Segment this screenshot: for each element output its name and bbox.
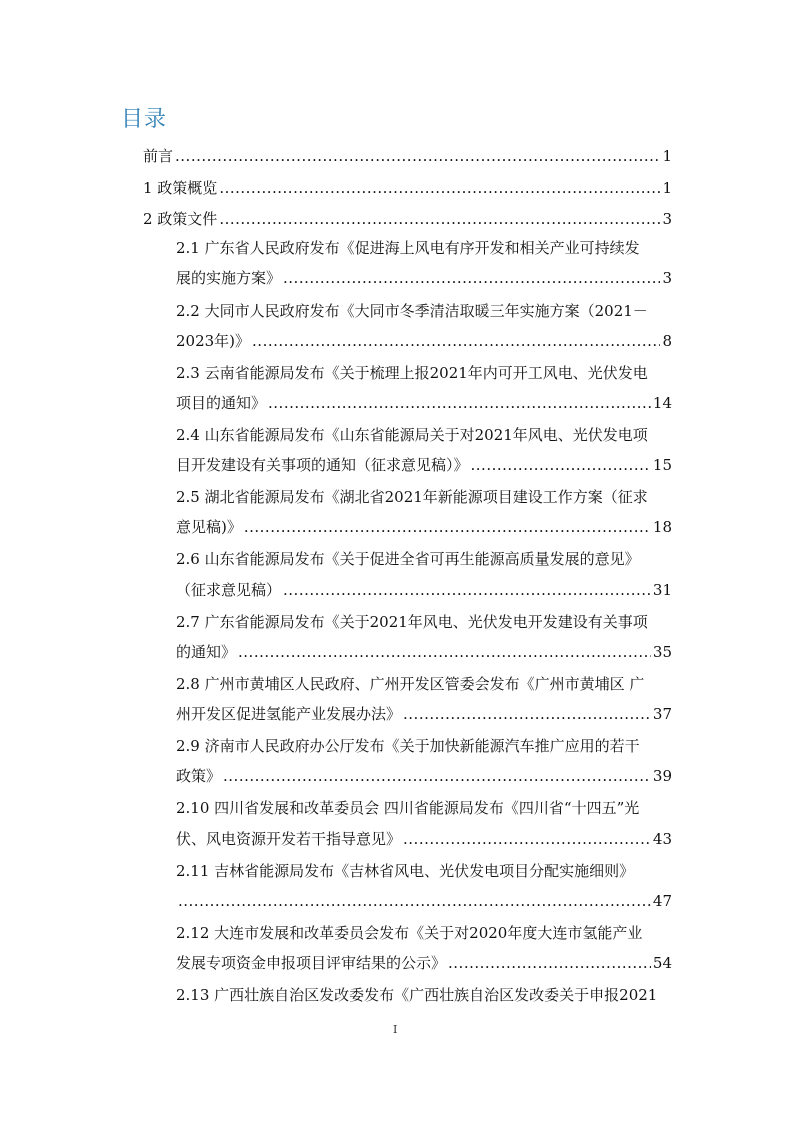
toc-entry-title: 目开发建设有关事项的通知（征求意见稿）》 (176, 456, 469, 474)
toc-entry-title: 发展专项资金申报项目评审结果的公示》 (176, 954, 447, 972)
toc-entry-2-1[interactable] (176, 268, 672, 288)
toc-title: 目录 (121, 107, 168, 132)
toc-entry-policy-overview[interactable] (143, 178, 672, 198)
toc-entry-2-2-line1[interactable]: 2.2 大同市人民政府发布《大同市冬季清洁取暖三年实施方案（2021－ (176, 302, 648, 320)
toc-entry-2-5-line1[interactable]: 2.5 湖北省能源局发布《湖北省2021年新能源项目建设工作方案（征求 (176, 488, 648, 506)
toc-entry-title: 州开发区促进氢能产业发展办法》 (176, 705, 402, 723)
toc-entry-page: 37 (652, 705, 672, 723)
toc-entry-title: 1 政策概览 (143, 179, 218, 197)
toc-entry-page: 18 (652, 518, 672, 536)
toc-entry-2-4-line1[interactable]: 2.4 山东省能源局发布《山东省能源局关于对2021年风电、光伏发电项 (176, 426, 648, 444)
dot-leader (403, 829, 651, 849)
toc-entry-2-11[interactable] (176, 891, 672, 911)
toc-entry-title: 项目的通知》 (176, 394, 267, 412)
toc-entry-2-9[interactable] (176, 766, 672, 786)
dot-leader (403, 704, 651, 724)
toc-entry-2-3[interactable] (176, 393, 672, 413)
toc-entry-2-5[interactable] (176, 517, 672, 537)
dot-leader (471, 455, 651, 475)
toc-entry-page: 1 (662, 147, 672, 165)
toc-entry-2-6-line1[interactable]: 2.6 山东省能源局发布《关于促进全省可再生能源高质量发展的意见》 (176, 550, 640, 568)
toc-entry-title: 伏、风电资源开发若干指导意见》 (176, 830, 402, 848)
toc-entry-title: 展的实施方案》 (176, 269, 282, 287)
toc-entry-page: 35 (652, 643, 672, 661)
toc-entry-2-7[interactable] (176, 642, 672, 662)
toc-entry-2-10-line1[interactable]: 2.10 四川省发展和改革委员会 四川省能源局发布《四川省“十四五”光 (176, 799, 640, 817)
toc-entry-title: （征求意见稿） (176, 581, 282, 599)
toc-entry-page: 3 (662, 210, 672, 228)
toc-entry-page: 14 (652, 394, 672, 412)
page-number-footer: I (393, 1023, 398, 1036)
toc-entry-page: 39 (652, 767, 672, 785)
toc-entry-title: 政策》 (176, 767, 222, 785)
toc-entry-page: 54 (652, 954, 672, 972)
dot-leader (283, 268, 660, 288)
toc-entry-title: 的通知》 (176, 643, 237, 661)
toc-entry-2-2[interactable] (176, 331, 672, 351)
dot-leader (223, 766, 651, 786)
dot-leader (283, 580, 651, 600)
toc-entry-title: 前言 (143, 147, 174, 165)
toc-entry-2-10[interactable] (176, 829, 672, 849)
toc-entry-page: 47 (652, 892, 672, 910)
toc-entry-page: 43 (652, 830, 672, 848)
dot-leader (219, 178, 660, 198)
dot-leader (252, 331, 660, 351)
toc-entry-2-12-line1[interactable]: 2.12 大连市发展和改革委员会发布《关于对2020年度大连市氢能产业 (176, 924, 643, 942)
toc-entry-2-4[interactable] (176, 455, 672, 475)
toc-entry-page: 8 (662, 332, 672, 350)
toc-entry-2-12[interactable] (176, 953, 672, 973)
toc-entry-2-1-line1[interactable]: 2.1 广东省人民政府发布《促进海上风电有序开发和相关产业可持续发 (176, 239, 640, 257)
toc-entry-preface[interactable] (143, 146, 672, 166)
dot-leader (238, 642, 651, 662)
dot-leader (448, 953, 651, 973)
toc-entry-2-7-line1[interactable]: 2.7 广东省能源局发布《关于2021年风电、光伏发电开发建设有关事项 (176, 613, 648, 631)
dot-leader (244, 517, 651, 537)
dot-leader (175, 146, 660, 166)
toc-entry-title: 意见稿)》 (176, 518, 242, 536)
toc-entry-page: 3 (662, 269, 672, 287)
dot-leader (268, 393, 651, 413)
dot-leader (178, 891, 651, 911)
toc-entry-title: 2 政策文件 (143, 210, 218, 228)
toc-entry-page: 31 (652, 581, 672, 599)
toc-entry-2-9-line1[interactable]: 2.9 济南市人民政府办公厅发布《关于加快新能源汽车推广应用的若干 (176, 737, 640, 755)
toc-entry-2-11-line1[interactable]: 2.11 吉林省能源局发布《吉林省风电、光伏发电项目分配实施细则》 (176, 862, 635, 880)
toc-entry-policy-documents[interactable] (143, 209, 672, 229)
toc-entry-2-8[interactable] (176, 704, 672, 724)
dot-leader (219, 209, 660, 229)
toc-entry-page: 1 (662, 179, 672, 197)
toc-entry-2-6[interactable] (176, 580, 672, 600)
toc-entry-page: 15 (652, 456, 672, 474)
toc-entry-2-13-line1[interactable]: 2.13 广西壮族自治区发改委发布《广西壮族自治区发改委关于申报2021 (176, 986, 658, 1004)
toc-entry-title: 2023年)》 (176, 332, 251, 350)
toc-entry-2-8-line1[interactable]: 2.8 广州市黄埔区人民政府、广州开发区管委会发布《广州市黄埔区 广 (176, 675, 645, 693)
toc-entry-2-3-line1[interactable]: 2.3 云南省能源局发布《关于梳理上报2021年内可开工风电、光伏发电 (176, 364, 648, 382)
